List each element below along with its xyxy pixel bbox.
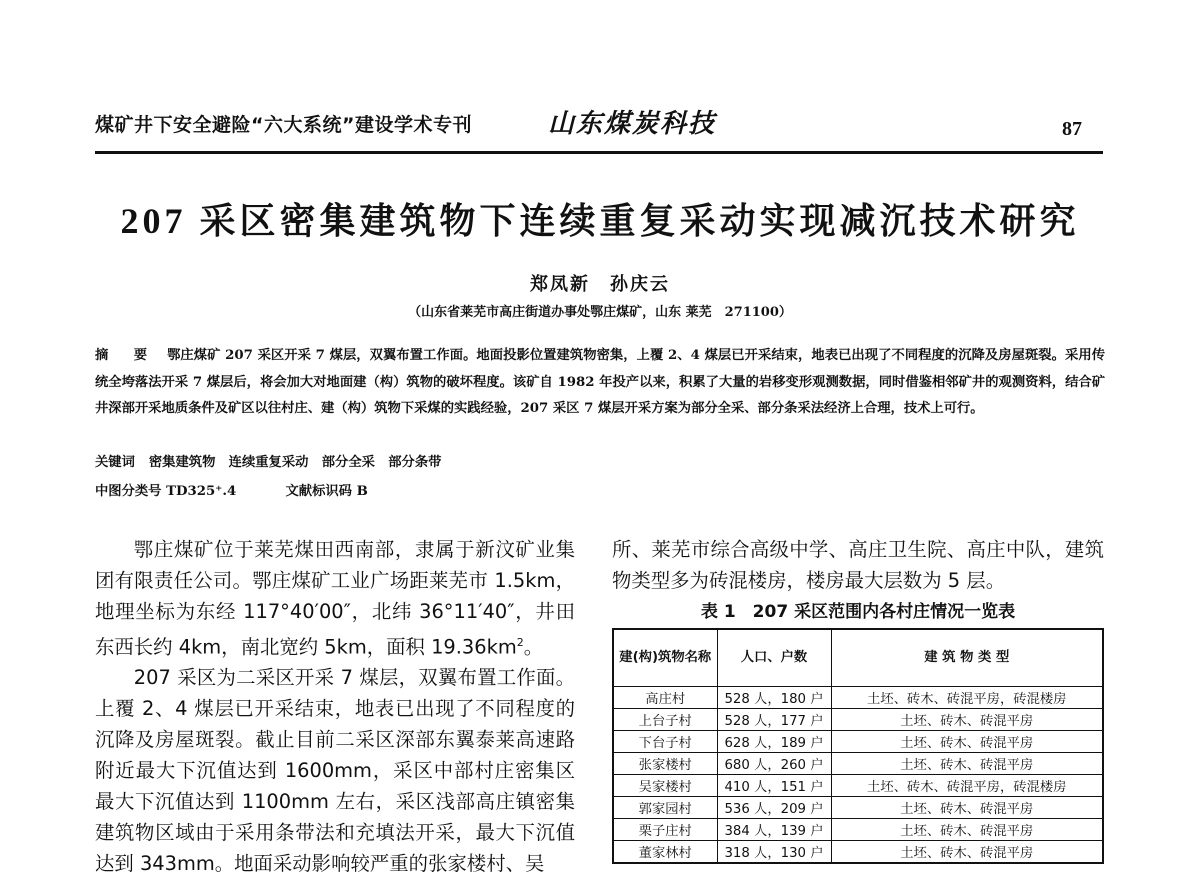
table-row: 董家林村 318 人，130 户 土坯、砖木、砖混平房 <box>613 841 1103 864</box>
village-table <box>612 628 1106 884</box>
running-title: 煤矿井下安全避险“六大系统”建设学术专刊 <box>95 114 472 136</box>
table-header: 建 筑 物 类 型 <box>831 629 1103 687</box>
abstract-label: 摘 要 <box>95 348 154 363</box>
article-title: 207 采区密集建筑物下连续重复采动实现减沉技术研究 <box>120 201 1080 241</box>
classification-line <box>95 480 368 499</box>
page-number: 87 <box>1062 118 1082 140</box>
table-caption: 表 1 207 采区范围内各村庄情况一览表 <box>700 602 1016 622</box>
keywords-label: 关键词 <box>95 455 135 470</box>
abstract-text: 鄂庄煤矿 207 采区开采 7 煤层，双翼布置工作面。地面投影位置建筑物密集，上覆 2、4 煤层已开采结束，地表已出现了不同程度的沉降及房屋斑裂。采用传统全垮落法开采 7 煤层后，将会加大对地面建（构）筑物的破坏程度。该矿自 1982 年投产以来，积累了大量的岩移变形观测数据，同时借鉴相邻矿井的观测资料，结合矿井深部开采地质条件及矿区以往村庄、建（构）筑物下采煤的实践经验，207 采区 7 煤层开采方案为部分全采、部分条采法经济上合理，技术上可行。 <box>95 348 1106 416</box>
body-left-column <box>95 534 575 879</box>
clc-value: TD325⁺.4 <box>166 484 237 499</box>
table-row: 栗子庄村 384 人，139 户 土坯、砖木、砖混平房 <box>613 819 1103 841</box>
table-row: 下台子村 628 人，189 户 土坯、砖木、砖混平房 <box>613 731 1103 753</box>
table-row: 张家楼村 680 人，260 户 土坯、砖木、砖混平房 <box>613 753 1103 775</box>
table-row: 郭家园村 536 人，209 户 土坯、砖木、砖混平房 <box>613 797 1103 819</box>
clc-label: 中图分类号 <box>95 484 162 499</box>
table-row: 上台子村 528 人，177 户 土坯、砖木、砖混平房 <box>613 709 1103 731</box>
table-row: 吴家楼村 410 人，151 户 土坯、砖木、砖混平房，砖混楼房 <box>613 775 1103 797</box>
doc-code-value: B <box>356 484 368 499</box>
doc-code-label: 文献标识码 <box>285 484 352 499</box>
body-paragraph: 207 采区为二采区开采 7 煤层，双翼布置工作面。上覆 2、4 煤层已开采结束，地表已出现了不同程度的沉降及房屋斑裂。截止目前二采区深部东翼泰莱高速路附近最大下沉值达到 1600mm，采区中部村庄密集区最大下沉值达到 1100mm 左右，采区浅部高庄镇密集建筑物区域由于采用条带法和充填法开采，最大下沉值达到 343mm。地面采动影响较严重的张家楼村、吴 <box>95 666 575 876</box>
affiliation: （山东省莱芜市高庄街道办事处鄂庄煤矿，山东 莱芜 271100） <box>408 305 792 320</box>
authors: 郑凤新 孙庆云 <box>530 274 670 295</box>
keywords-text: 密集建筑物 连续重复采动 部分全采 部分条带 <box>148 455 442 470</box>
table-header: 人口、户数 <box>717 629 831 687</box>
keywords <box>95 451 441 470</box>
abstract <box>95 343 1105 423</box>
journal-logo: 山东煤炭科技 <box>548 109 717 139</box>
superscript: 2 <box>516 636 524 649</box>
body-right-column <box>612 534 1104 596</box>
body-paragraph: 鄂庄煤矿位于莱芜煤田西南部，隶属于新汶矿业集团有限责任公司。鄂庄煤矿工业广场距莱芜市 1.5km，地理坐标为东经 117°40′00″，北纬 36°11′40″，井田东西长约 4km，南北宽约 5km，面积 $19.36km^2$。 <box>95 538 575 659</box>
table-header: 建(构)筑物名称 <box>613 629 717 687</box>
body-paragraph: 所、莱芜市综合高级中学、高庄卫生院、高庄中队，建筑物类型多为砖混楼房，楼房最大层数为 5 层。 <box>612 538 1104 592</box>
table-row: 高庄村 528 人，180 户 土坯、砖木、砖混平房，砖混楼房 <box>613 687 1103 709</box>
header-rule <box>95 151 1103 154</box>
